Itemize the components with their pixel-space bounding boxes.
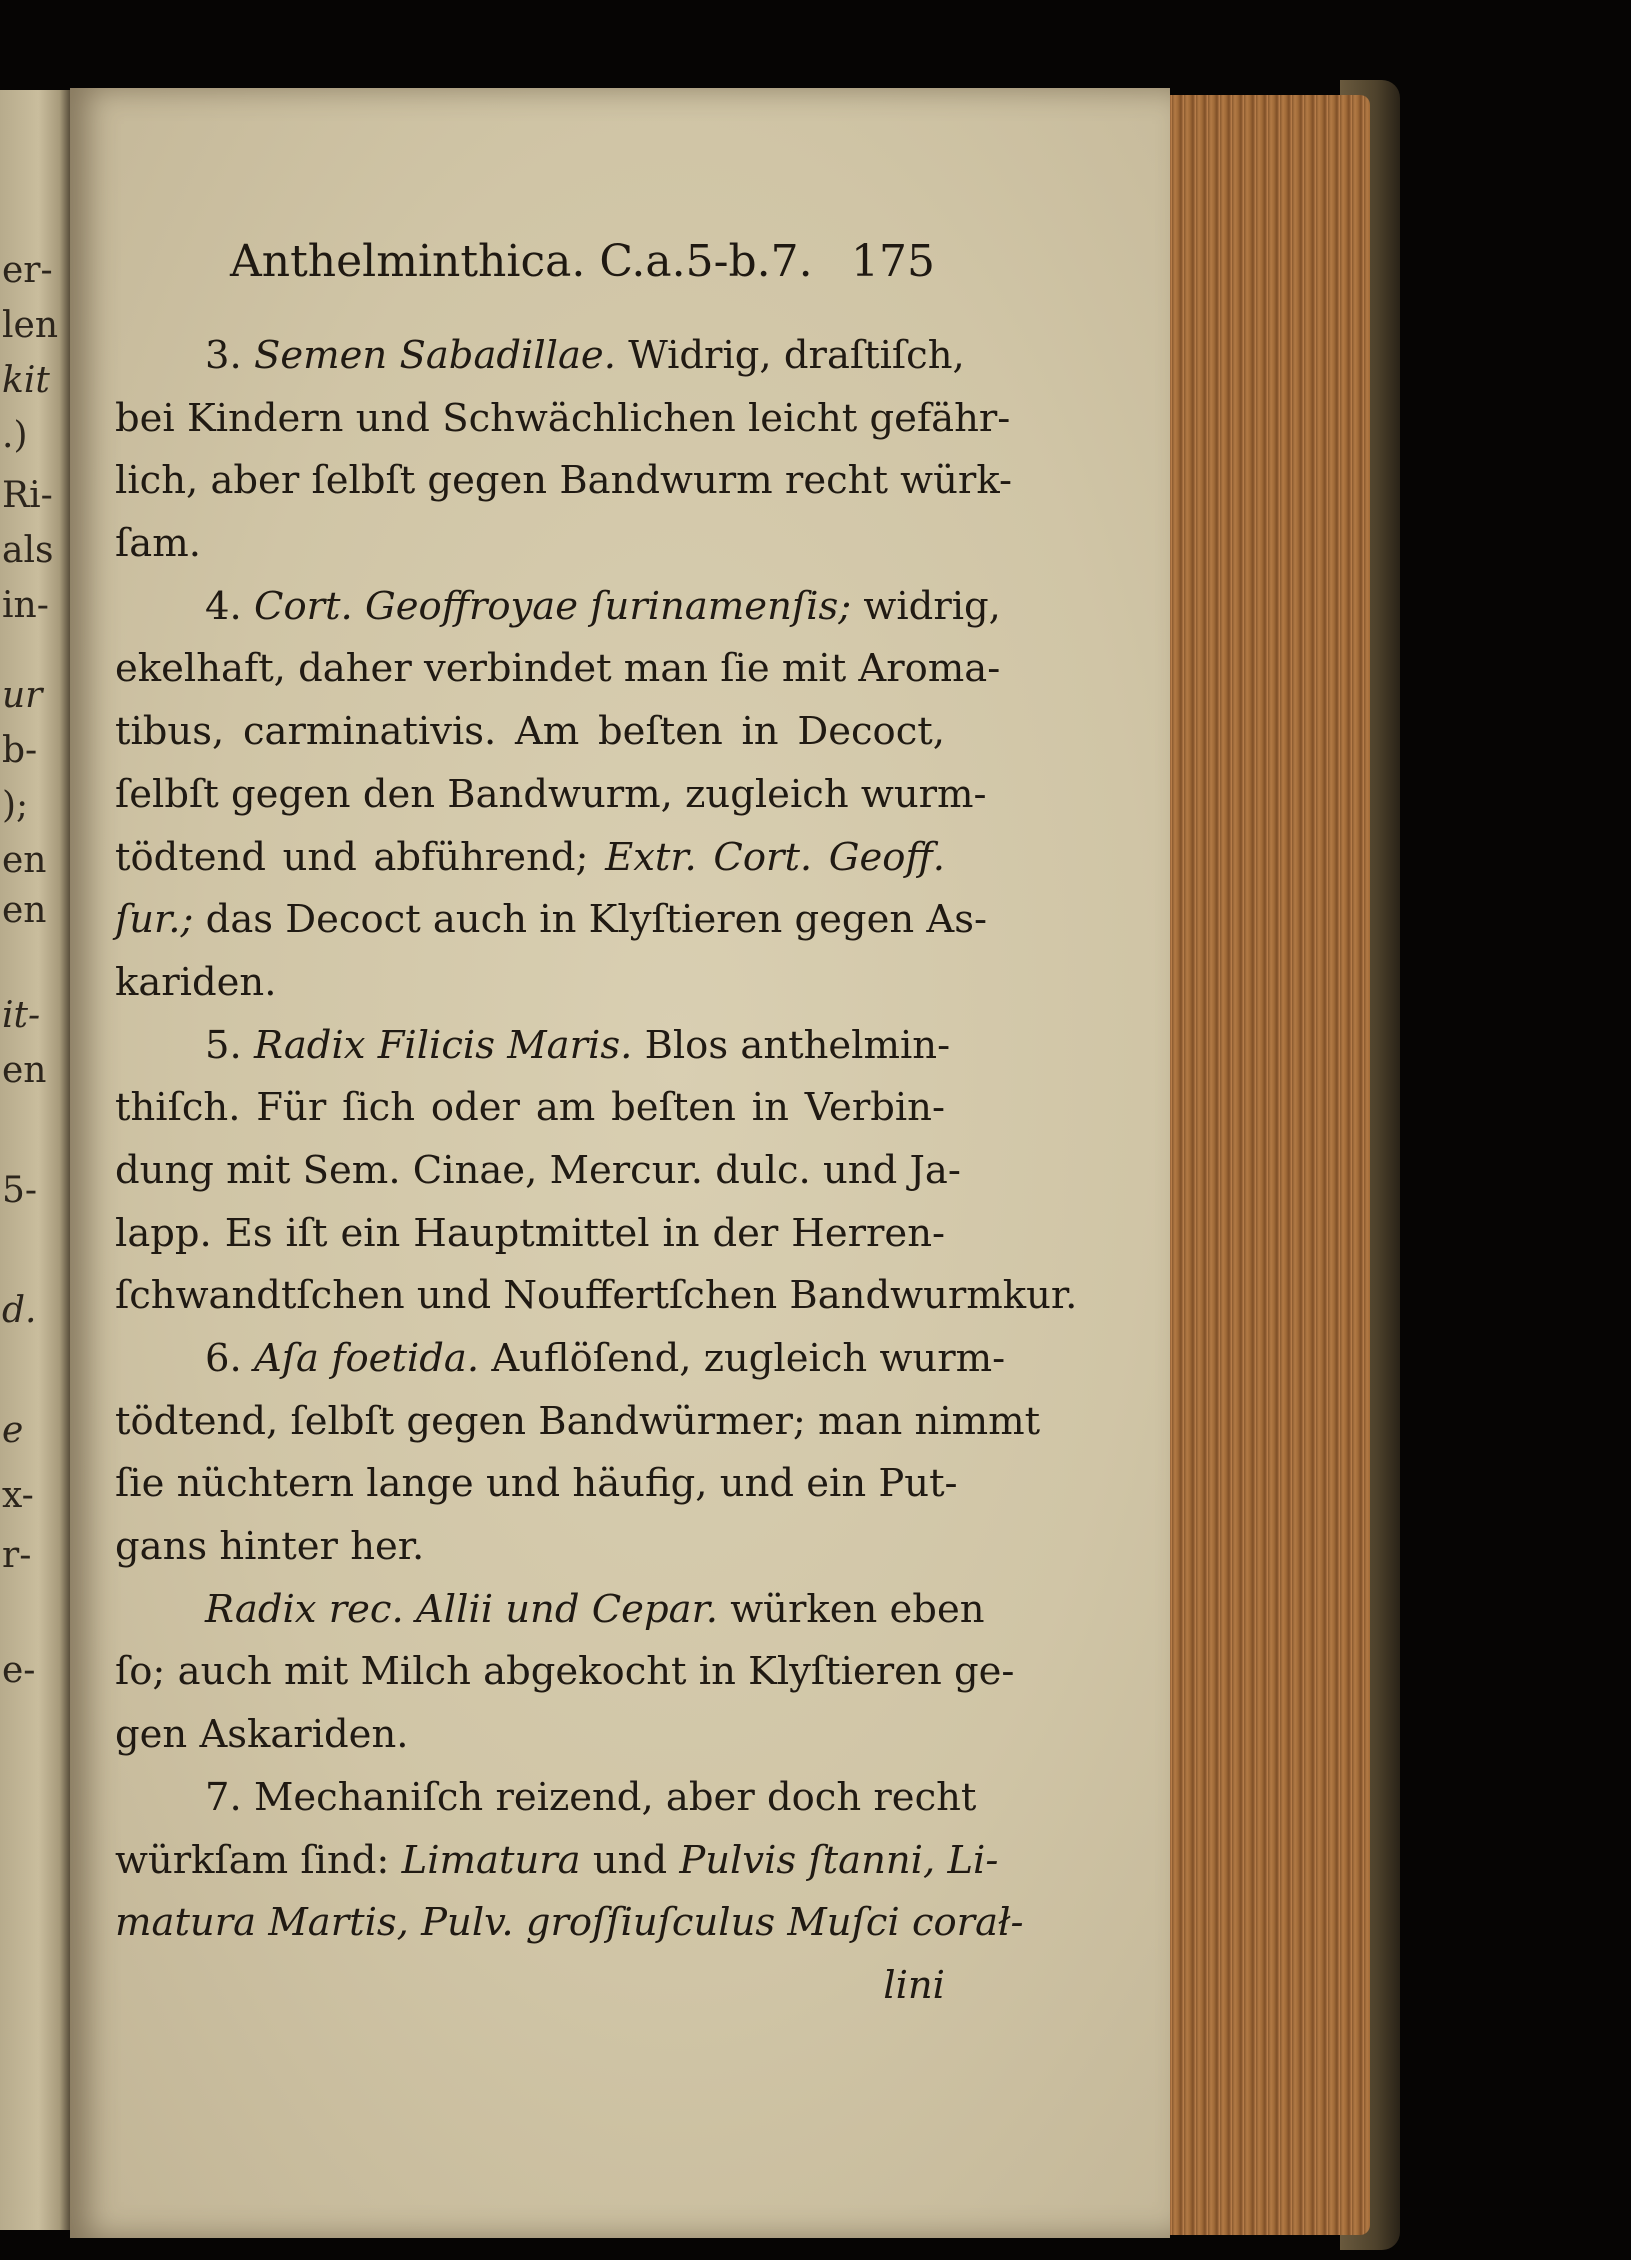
left-fragment: d.: [2, 1290, 37, 1331]
text-line: ſur.; das Decoct auch in Klyſtieren gegen As-: [115, 897, 987, 943]
page-body: [115, 325, 1078, 2018]
text-line: tödtend und abführend; Extr. Cort. Geoff.: [115, 834, 945, 880]
text-line: ſo; auch mit Milch abgekocht in Klyſtieren ge-: [115, 1649, 1015, 1695]
left-fragment: r-: [2, 1535, 32, 1576]
text-line: gans hinter her.: [115, 1524, 425, 1570]
text-line: ſelbſt gegen den Bandwurm, zugleich wurm-: [115, 771, 987, 817]
left-fragment: );: [2, 785, 29, 826]
header-title: Anthelminthica. C.a.5-b.7.: [230, 236, 813, 287]
left-fragment: kit: [2, 360, 50, 401]
text-line: ekelhaft, daher verbindet man ſie mit Aroma-: [115, 646, 1001, 692]
text-line: thiſch. Für ſich oder am beſten in Verbin-: [115, 1085, 945, 1131]
page-stack-edges: [1160, 95, 1370, 2235]
text-line: ſam.: [115, 521, 201, 567]
text-line: 3. Semen Sabadillae. Widrig, draſtiſch,: [205, 333, 965, 378]
text-line: ſie nüchtern lange und häufig, und ein Put-: [115, 1461, 958, 1507]
left-fragment: .): [2, 415, 28, 456]
text-line: lich, aber ſelbſt gegen Bandwurm recht würk-: [115, 458, 1012, 504]
left-fragment: er-: [2, 250, 53, 291]
left-fragment: Ri-: [2, 475, 53, 516]
text-line: matura Martis, Pulv. groſſiuſculus Muſci corał-: [115, 1900, 1024, 1946]
text-line: ſchwandtſchen und Nouffertſchen Bandwurmkur.: [115, 1273, 1078, 1319]
left-fragment: 5-: [2, 1170, 38, 1211]
text-line: lapp. Es iſt ein Hauptmittel in der Herren-: [115, 1210, 945, 1256]
text-line: 5. Radix Filicis Maris. Blos anthelmin-: [205, 1022, 951, 1068]
text-line: tibus, carminativis. Am beſten in Decoct,: [115, 709, 945, 755]
catchword: lini: [883, 1962, 945, 2008]
left-page-text-fragments: [0, 90, 70, 2230]
text-line: gen Askariden.: [115, 1712, 409, 1758]
text-line: 4. Cort. Geoffroyae ſurinamenſis; widrig,: [205, 583, 1001, 629]
text-line: 7. Mechaniſch reizend, aber doch recht: [205, 1774, 977, 1820]
text-line: tödtend, ſelbſt gegen Bandwürmer; man nimmt: [115, 1398, 1041, 1444]
left-fragment: e: [2, 1410, 24, 1451]
text-line: 6. Aſa foetida. Auflöſend, zugleich wurm-: [205, 1336, 1006, 1381]
left-fragment: en: [2, 840, 47, 881]
text-line: Radix rec. Allii und Cepar. würken eben: [205, 1586, 985, 1632]
left-page-edge: [0, 90, 70, 2230]
left-fragment: als: [2, 530, 54, 571]
left-fragment: b-: [2, 730, 38, 771]
running-head: [230, 236, 935, 287]
left-fragment: e-: [2, 1650, 36, 1691]
text-line: würkſam ſind: Limatura und Pulvis ſtanni, Li-: [115, 1837, 999, 1883]
left-fragment: en: [2, 1050, 47, 1091]
text-line: dung mit Sem. Cinae, Mercur. dulc. und Ja-: [115, 1147, 961, 1193]
left-fragment: it-: [2, 995, 41, 1036]
left-fragment: x-: [2, 1475, 34, 1516]
text-line: kariden.: [115, 959, 277, 1005]
page-number: 175: [851, 236, 935, 287]
left-fragment: ur: [2, 675, 43, 716]
left-fragment: in-: [2, 585, 49, 626]
text-line: bei Kindern und Schwächlichen leicht gefähr-: [115, 395, 1011, 441]
left-fragment: en: [2, 890, 47, 931]
left-fragment: len: [2, 305, 59, 346]
